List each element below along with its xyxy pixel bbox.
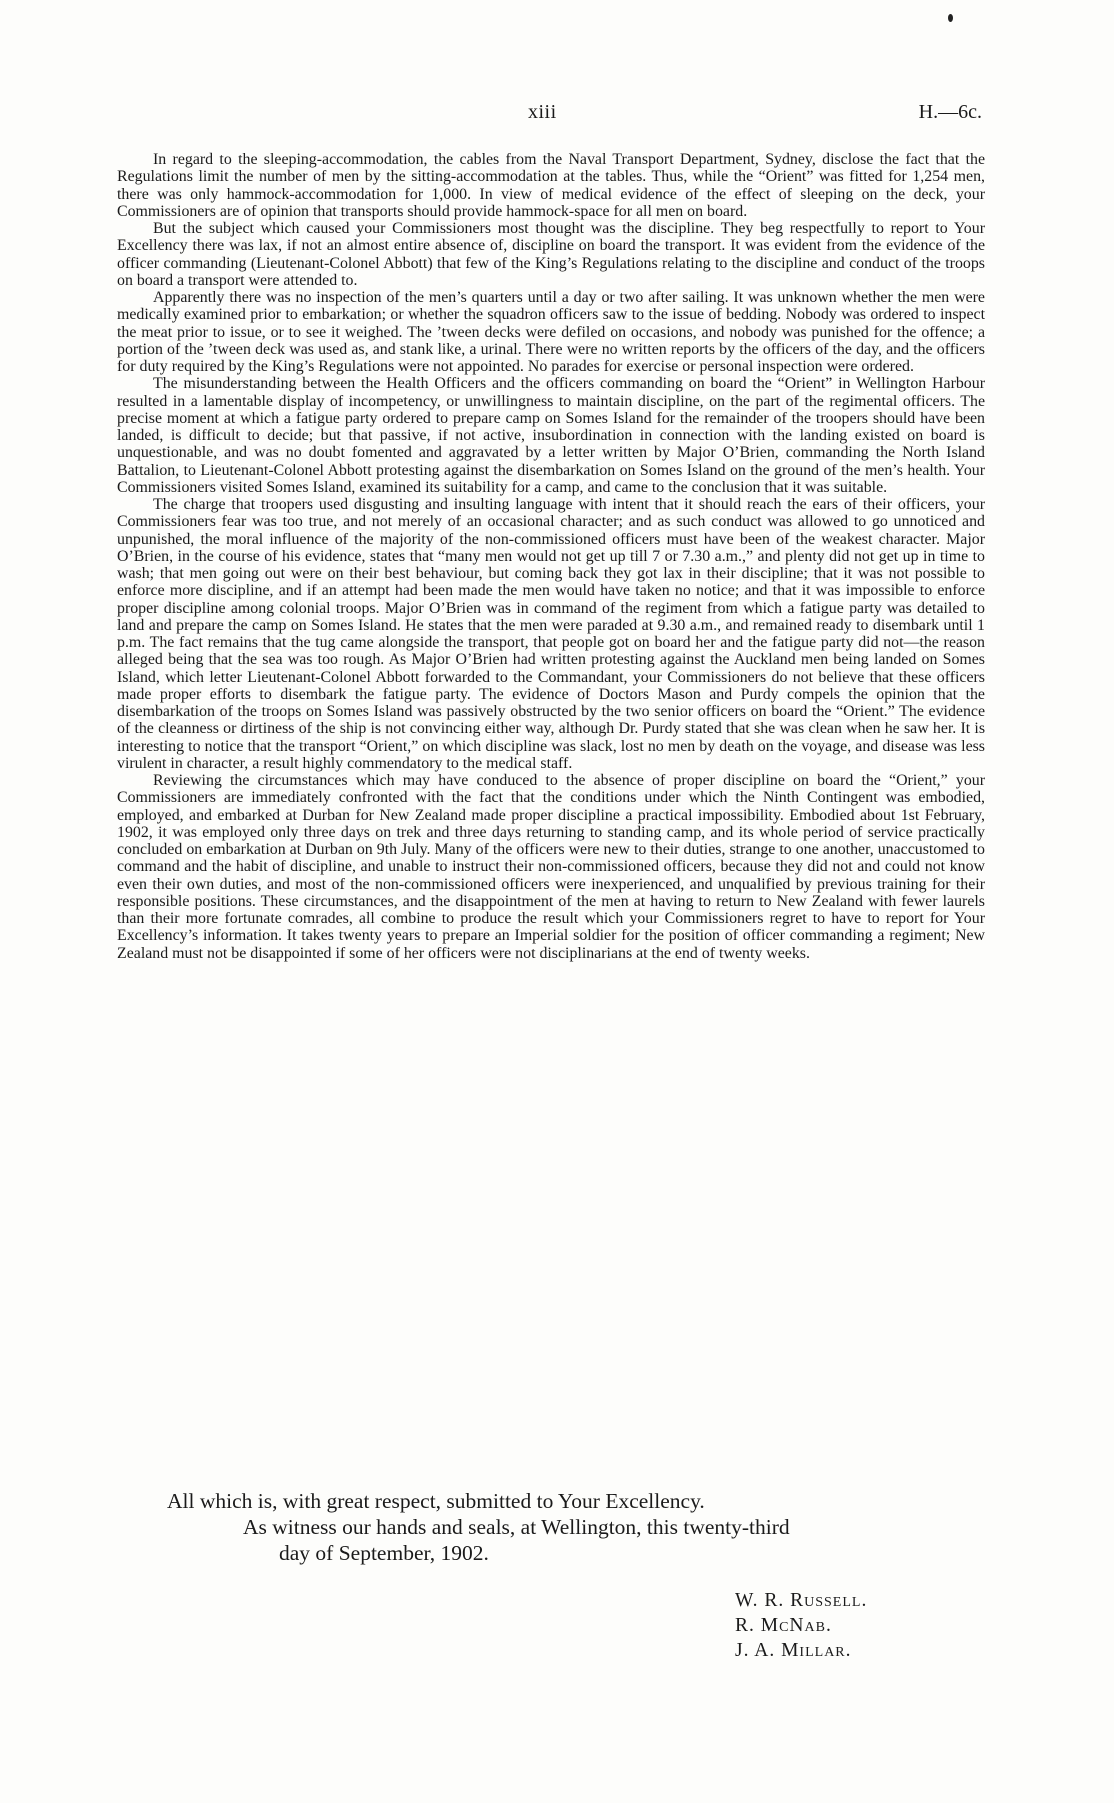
- page-number: xiii: [528, 101, 557, 123]
- report-body: [117, 151, 985, 962]
- paragraph-sleeping-accommodation: In regard to the sleeping-accommodation, the cables from the Naval Transport Department, Sydney, disclose the fact that the Regulations limit the number of men by the sitting-accommodation at the tables. Thus, while the “Orient” was fitted for 1,254 men, there was only hammock-accommodation for 1,000. In view of medical evidence of the effect of sleeping on the deck, your Commissioners are of opinion that transports should provide hammock-space for all men on board.: [117, 151, 985, 220]
- paragraph-language-charge: The charge that troopers used disgusting and insulting language with intent that it should reach the ears of their officers, your Commissioners fear was too true, and not merely of an occasional character; and as such conduct was allowed to go unnoticed and unpunished, the moral influence of the majority of the non-commissioned officers must have been of the weakest character. Major O’Brien, in the course of his evidence, states that “many men would not get up till 7 or 7.30 a.m.,” and plenty did not get up in time to wash; that men going out were on their best behaviour, but coming back they got lax in their discipline; that it was not possible to enforce more discipline, and if an attempt had been made the men would have taken no notice; and that it was impossible to enforce proper discipline among colonial troops. Major O’Brien was in command of the regiment from which a fatigue party was detailed to land and prepare the camp on Somes Island. He states that the men were paraded at 9.30 a.m., and remained ready to disembark until 1 p.m. The fact remains that the tug came alongside the transport, that people got on board her and the fatigue party did not—the reason alleged being that the sea was too rough. As Major O’Brien had written protesting against the Auckland men being landed on Somes Island, which letter Lieutenant-Colonel Abbott forwarded to the Commandant, your Commissioners do not believe that these officers made proper efforts to disembark the fatigue party. The evidence of Doctors Mason and Purdy compels the opinion that the disembarkation of the troops on Somes Island was passively obstructed by the two senior officers on board the “Orient.” The evidence of the cleanness or dirtiness of the ship is not convincing either way, although Dr. Purdy stated that she was clean when he saw her. It is interesting to notice that the transport “Orient,” on which discipline was slack, lost no men by death on the voyage, and disease was less virulent in character, a result highly commendatory to the medical staff.: [117, 496, 985, 772]
- closing-section: [167, 1488, 987, 1566]
- witness-date-line: day of September, 1902.: [279, 1541, 489, 1565]
- paragraph-review: Reviewing the circumstances which may have conduced to the absence of proper discipline on board the “Orient,” your Commissioners are immediately confronted with the fact that the conditions under which the Ninth Contingent was embodied, employed, and embarked at Durban for New Zealand made proper discipline a practical impossibility. Embodied about 1st February, 1902, it was employed only three days on trek and three days returning to standing camp, and its whole period of service practically concluded on embarkation at Durban on 9th July. Many of the officers were new to their duties, strange to one another, unaccustomed to command and the habit of discipline, and unable to instruct their non-commissioned officers, because they did not and could not know even their own duties, and most of the non-commissioned officers were inexperienced, and unqualified by previous training for their responsible positions. These circumstances, and the disappointment of the men at having to return to New Zealand with fewer laurels than their more fortunate comrades, all combine to produce the result which your Commissioners regret to have to report for Your Excellency’s information. It takes twenty years to prepare an Imperial soldier for the position of officer commanding a regiment; New Zealand must not be disappointed if some of her officers were not disciplinarians at the end of twenty weeks.: [117, 772, 985, 962]
- paragraph-inspection: Apparently there was no inspection of the men’s quarters until a day or two after sailing. It was unknown whether the men were medically examined prior to embarkation; or whether the squadron officers saw to the issue of bedding. Nobody was ordered to inspect the meat prior to issue, or to see it weighed. The ’tween decks were defiled on occasions, and nobody was punished for the offence; a portion of the ’tween deck was used as, and stank like, a urinal. There were no written reports by the officers of the day, and the officers for duty required by the King’s Regulations were not appointed. No parades for exercise or personal inspection were ordered.: [117, 289, 985, 375]
- signatory-mcnab: R. McNab.: [735, 1615, 832, 1636]
- signature-block: [735, 1588, 867, 1663]
- witness-line: As witness our hands and seals, at Wellington, this twenty-third: [243, 1515, 790, 1539]
- signatory-russell: W. R. Russell.: [735, 1590, 868, 1611]
- signatory-millar: J. A. Millar.: [735, 1640, 852, 1661]
- submission-line: All which is, with great respect, submitted to Your Excellency.: [167, 1489, 705, 1513]
- document-reference: H.—6c.: [918, 101, 982, 123]
- paragraph-misunderstanding: The misunderstanding between the Health Officers and the officers commanding on board the “Orient” in Wellington Harbour resulted in a lamentable display of incompetency, or unwillingness to maintain discipline, on the part of the regimental officers. The precise moment at which a fatigue party ordered to prepare camp on Somes Island for the remainder of the troopers should have been landed, is difficult to decide; but that passive, if not active, insubordination in connection with the landing existed on board is unquestionable, and was no doubt fomented and aggravated by a letter written by Major O’Brien, commanding the North Island Battalion, to Lieutenant-Colonel Abbott protesting against the disembarkation on Somes Island on the ground of the men’s health. Your Commissioners visited Somes Island, examined its suitability for a camp, and came to the conclusion that it was suitable.: [117, 375, 985, 496]
- paragraph-discipline: But the subject which caused your Commissioners most thought was the discipline. They beg respectfully to report to Your Excellency there was lax, if not an almost entire absence of, discipline on board the transport. It was evident from the evidence of the officer commanding (Lieutenant-Colonel Abbott) that few of the King’s Regulations relating to the discipline and conduct of the troops on board a transport were attended to.: [117, 220, 985, 289]
- ink-speck: [948, 14, 953, 22]
